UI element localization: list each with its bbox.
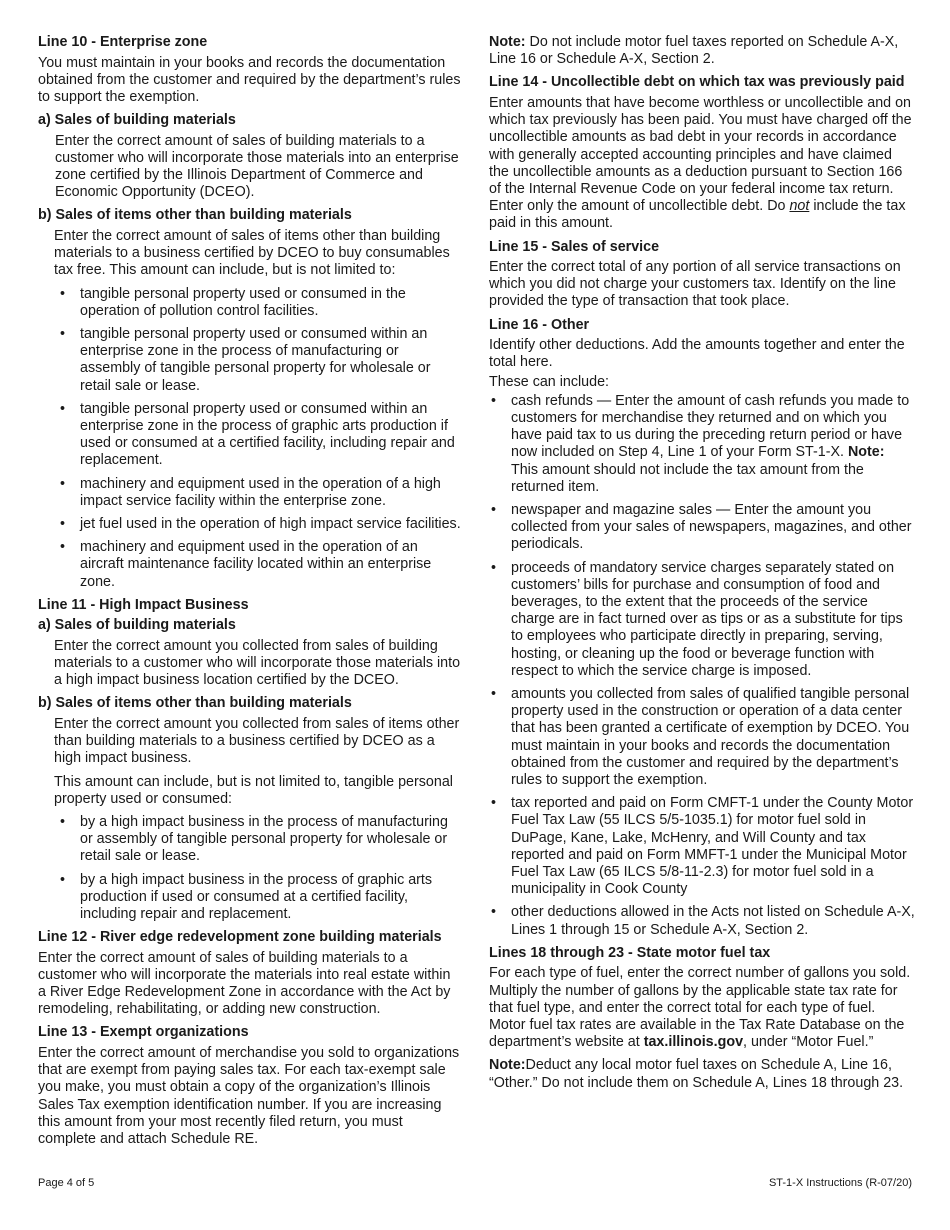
line-10b-heading: b) Sales of items other than building materials <box>38 207 352 224</box>
list-item: • proceeds of mandatory service charges separately stated on customers’ bills for purchase and consumption of food and beverages, to the extent that the proceeds of the service charge are in fact turned over as tips or as a substitute for tips to employees who participate directly in preparing, serving, hosting, or cleaning up the food or beverage function with respect to which the service charge is imposed. <box>489 560 915 680</box>
form-id: ST-1-X Instructions (R-07/20) <box>768 1177 912 1189</box>
line-16-body: Identify other deductions. Add the amounts together and enter the total here. <box>489 337 905 371</box>
line-10b-list <box>58 286 462 591</box>
line-10a-body: Enter the correct amount of sales of building materials to a customer who will incorporate those materials into an enterprise zone certified by the Illinois Department of Commerce and Economic Opportunity (DCEO). <box>55 132 459 201</box>
line-11b-heading: b) Sales of items other than building materials <box>38 695 352 712</box>
line-11a-body: Enter the correct amount you collected from sales of building materials to a customer who will incorporate those materials into a high impact business location certified by the DCEO. <box>54 637 461 689</box>
lines-18-23-text: For each type of fuel, enter the correct number of gallons you sold. Multiply the number of gallons by the applicable state tax rate for that fuel type, and enter the correct total for each type of fuel. Motor fuel tax rates are available in the Tax Rate Database on the department’s website at <box>489 965 911 1051</box>
line-12-heading: Line 12 - River edge redevelopment zone building materials <box>38 929 442 946</box>
list-item: • tax reported and paid on Form CMFT-1 under the County Motor Fuel Tax Law (55 ILCS 5/5-1035.1) for motor fuel sold in DuPage, Kane, Lake, McHenry, and Will County and tax reported and paid on Form MMFT-1 under the Municipal Motor Fuel Tax Law (65 ILCS 5/8-11-2.3) for motor fuel sold in a municipality in Cook County <box>489 795 915 898</box>
line-11b-list <box>58 814 462 923</box>
note-local-motor-fuel <box>489 1057 915 1091</box>
line-11a-heading: a) Sales of building materials <box>38 617 236 634</box>
list-item: • by a high impact business in the process of graphic arts production if used or consumed at a certified facility, including repair and replacement. <box>58 872 462 924</box>
lines-18-23-heading: Lines 18 through 23 - State motor fuel tax <box>489 944 771 961</box>
lines-18-23-body <box>489 965 915 1051</box>
note-label: Note: <box>847 444 885 461</box>
line-13-body: Enter the correct amount of merchandise you sold to organizations that are exempt from paying sales tax. For each tax-exempt sale you make, you must obtain a copy of the organization’s Illinois Sales Tax exemption identification number. If you are increasing this amount from your most recently filed return, you must complete and attach Schedule RE. <box>38 1044 460 1147</box>
line-14-text: Enter amounts that have become worthless or uncollectible and on which tax previously has been paid. You must have charged off the uncollectible amounts as bad debt in your records in accordance with generally accepted accounting principles and have claimed the uncollectible amounts as a deduction pursuant to Section 166 of the Internal Revenue Code on your federal income tax return. Enter only the amount of uncollectible debt. <box>489 94 912 215</box>
line-11b-body-2: This amount can include, but is not limited to, tangible personal property used or consumed: <box>54 773 453 807</box>
line-10-heading: Line 10 - Enterprise zone <box>38 34 208 50</box>
line-11-heading: Line 11 - High Impact Business <box>38 596 249 613</box>
line-16-can-include: These can include: <box>489 373 610 390</box>
line-12-body: Enter the correct amount of sales of building materials to a customer who will incorporate the materials into real estate within a River Edge Redevelopment Zone in accordance with the Act by remodeling, rehabilitating, or adding new construction. <box>38 949 451 1018</box>
list-item: • machinery and equipment used in the operation of an aircraft maintenance facility located within an enterprise zone. <box>58 539 462 591</box>
note-text: This amount should not include the tax amount from the returned item. <box>511 461 864 495</box>
list-item: • jet fuel used in the operation of high impact service facilities. <box>58 516 462 533</box>
line-15-body: Enter the correct total of any portion of all service transactions on which you did not charge your customers tax. Identify on the line provided the type of transaction that took place. <box>489 259 901 310</box>
list-item <box>489 393 915 496</box>
right-column <box>489 34 915 1098</box>
note-label: Note: <box>489 34 526 50</box>
line-14-heading: Line 14 - Uncollectible debt on which tax was previously paid <box>489 74 905 91</box>
list-item: • tangible personal property used or consumed within an enterprise zone in the process of manufacturing or assembly of tangible personal property for wholesale or retail sale or lease. <box>58 326 462 395</box>
note-text: Do not include motor fuel taxes reported on Schedule A-X, Line 16 or Schedule A-X, Section 2. <box>489 34 899 68</box>
line-10-intro: You must maintain in your books and records the documentation obtained from the customer and required by the department’s rules to support the exemption. <box>38 54 461 105</box>
line-16-heading: Line 16 - Other <box>489 316 590 333</box>
list-item: • newspaper and magazine sales — Enter the amount you collected from your sales of newspapers, magazines, and other periodicals. <box>489 502 915 554</box>
lines-18-23-tail: , under “Motor Fuel.” <box>743 1034 874 1051</box>
line-10a-heading: a) Sales of building materials <box>38 112 236 129</box>
line-13-heading: Line 13 - Exempt organizations <box>38 1024 249 1041</box>
list-item: • amounts you collected from sales of qualified tangible personal property used in the construction or operation of a data center that has been granted a certificate of exemption by DCEO. You must maintain in your books and records the documentation obtained from the customer and required by the department’s rules to support the exemption. <box>489 686 915 789</box>
note-label: Note: <box>489 1057 526 1074</box>
left-column <box>38 34 462 1154</box>
note-motor-fuel <box>489 34 915 68</box>
list-item: • tangible personal property used or consumed within an enterprise zone in the process of graphic arts production if used or consumed at a certified facility, including repair and replacement. <box>58 401 462 470</box>
page-number: Page 4 of 5 <box>38 1177 95 1189</box>
line-14-do: Do <box>767 198 786 215</box>
line-10b-body: Enter the correct amount of sales of items other than building materials to a business certified by DCEO to buy consumables tax free. This amount can include, but is not limited to: <box>54 227 450 279</box>
website-link[interactable]: tax.illinois.gov <box>643 1034 744 1051</box>
line-14-body <box>489 95 915 233</box>
list-item: • by a high impact business in the process of manufacturing or assembly of tangible personal property for wholesale or retail sale or lease. <box>58 814 462 866</box>
list-item: • other deductions allowed in the Acts not listed on Schedule A-X, Lines 1 through 15 or Schedule A-X, Section 2. <box>489 904 915 938</box>
line-14-not-emphasis: not <box>789 198 810 215</box>
note-text: Deduct any local motor fuel taxes on Schedule A, Line 16, “Other.” Do not include them on Schedule A, Lines 18 through 23. <box>489 1057 904 1091</box>
line-15-heading: Line 15 - Sales of service <box>489 238 660 255</box>
list-item-text: cash refunds — Enter the amount of cash refunds you made to customers for merchandise they returned and on which you have paid tax to us during the preceding return period or have now included on Step 4, Line 1 of your Form ST-1-X. <box>511 392 910 461</box>
line-11b-body: Enter the correct amount you collected from sales of items other than building materials to a business certified by DCEO as a high impact business. <box>54 715 460 767</box>
line-16-list <box>489 393 915 939</box>
list-item: • tangible personal property used or consumed in the operation of pollution control facilities. <box>58 286 462 320</box>
list-item: • machinery and equipment used in the operation of a high impact service facility within the enterprise zone. <box>58 476 462 510</box>
line-14-tail: include the tax paid in this amount. <box>489 198 906 232</box>
